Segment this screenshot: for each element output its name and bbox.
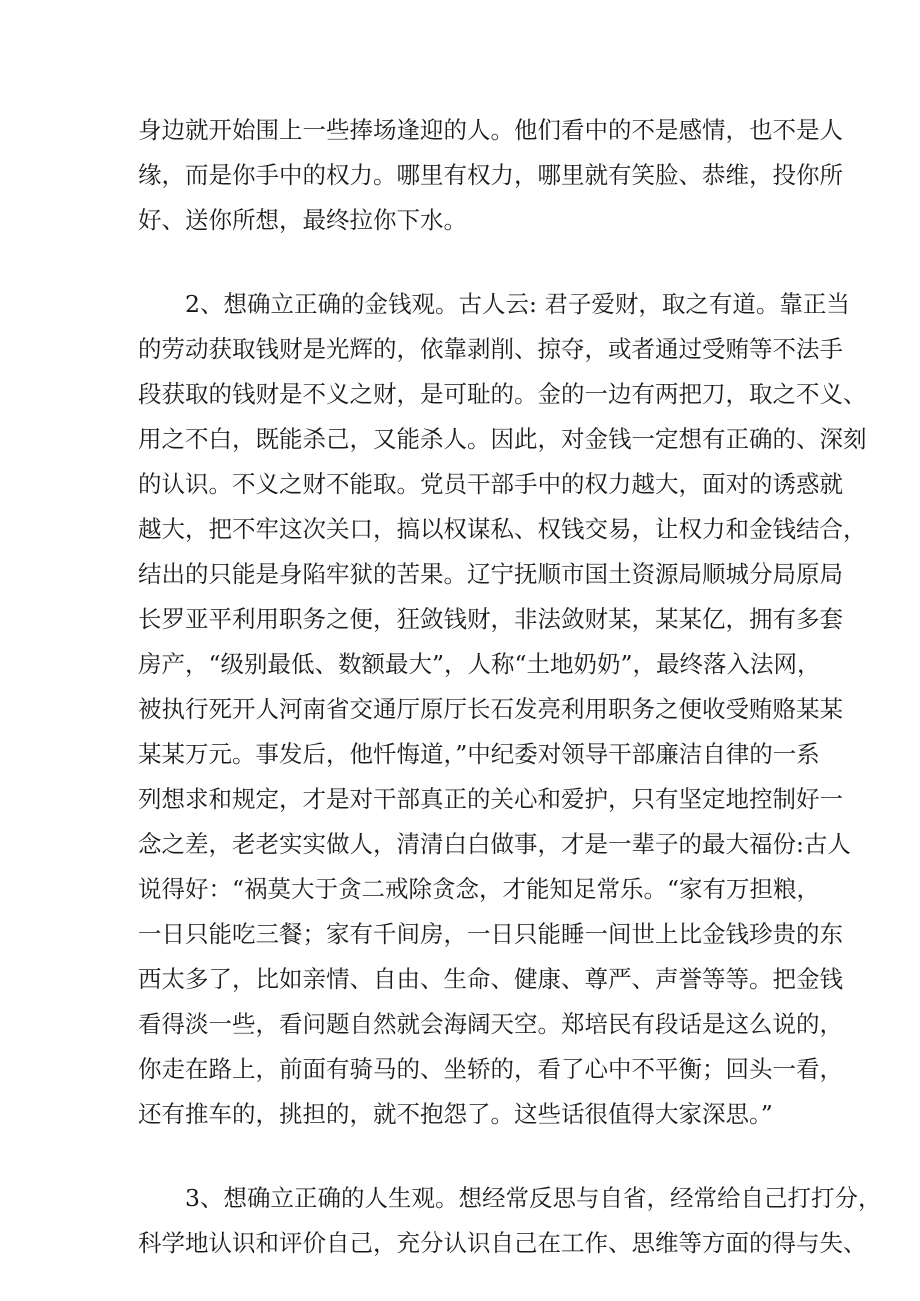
text-line: 西太多了，比如亲情、自由、生命、健康、尊严、声誉等等。把金钱 <box>138 965 843 993</box>
text-line: 列想求和规定，才是对干部真正的关心和爱护，只有坚定地控制好一 <box>138 785 843 813</box>
text-line: 某某万元。事发后，他忏悔道，”中纪委对领导干部廉洁自律的一系 <box>138 740 820 768</box>
text-line: 你走在路上，前面有骑马的、坐轿的，看了心中不平衡；回头一看， <box>138 1055 843 1083</box>
text-line: 被执行死开人河南省交通厅原厅长石发亮利用职务之便收受贿赂某某 <box>138 695 843 723</box>
text-line: 缘，而是你手中的权力。哪里有权力，哪里就有笑脸、恭维，投你所 <box>138 161 843 189</box>
text-line: 看得淡一些，看问题自然就会海阔天空。郑培民有段话是这么说的， <box>138 1010 843 1038</box>
text-line: 段获取的钱财是不义之财，是可耻的。金的一边有两把刀，取之不义、 <box>138 380 867 408</box>
text-line: 身边就开始围上一些捧场逢迎的人。他们看中的不是感情，也不是人 <box>138 116 843 144</box>
text-line: 一日只能吃三餐；家有千间房，一日只能睡一间世上比金钱珍贵的东 <box>138 920 843 948</box>
text-line: 长罗亚平利用职务之便，狂敛钱财，非法敛财某，某某亿，拥有多套 <box>138 605 843 633</box>
text-line: 房产，“级别最低、数额最大”，人称“土地奶奶”，最终落入法网， <box>138 650 821 678</box>
text-line: 2、想确立正确的金钱观。古人云: 君子爱财，取之有道。靠正当 <box>185 290 850 318</box>
text-line: 科学地认识和评价自己，充分认识自己在工作、思维等方面的得与失、 <box>138 1229 867 1257</box>
text-line: 还有推车的，挑担的，就不抱怨了。这些话很值得大家深思。” <box>138 1100 773 1128</box>
text-line: 念之差，老老实实做人，清清白白做事，才是一辈子的最大福份:古人 <box>138 830 851 858</box>
text-line: 3、想确立正确的人生观。想经常反思与自省，经常给自己打打分， <box>185 1184 882 1212</box>
text-line: 说得好：“祸莫大于贪二戒除贪念，才能知足常乐。“家有万担粮， <box>138 875 821 903</box>
text-line: 好、送你所想，最终拉你下水。 <box>138 206 467 234</box>
text-line: 的劳动获取钱财是光辉的，依靠剥削、掠夺，或者通过受贿等不法手 <box>138 335 843 363</box>
text-line: 用之不白，既能杀己，又能杀人。因此，对金钱一定想有正确的、深刻 <box>138 425 867 453</box>
text-line: 结出的只能是身陷牢狱的苦果。辽宁抚顺市国土资源局顺城分局原局 <box>138 560 843 588</box>
text-line: 的认识。不义之财不能取。党员干部手中的权力越大，面对的诱惑就 <box>138 470 843 498</box>
text-line: 越大，把不牢这次关口，搞以权谋私、权钱交易，让权力和金钱结合， <box>138 515 867 543</box>
